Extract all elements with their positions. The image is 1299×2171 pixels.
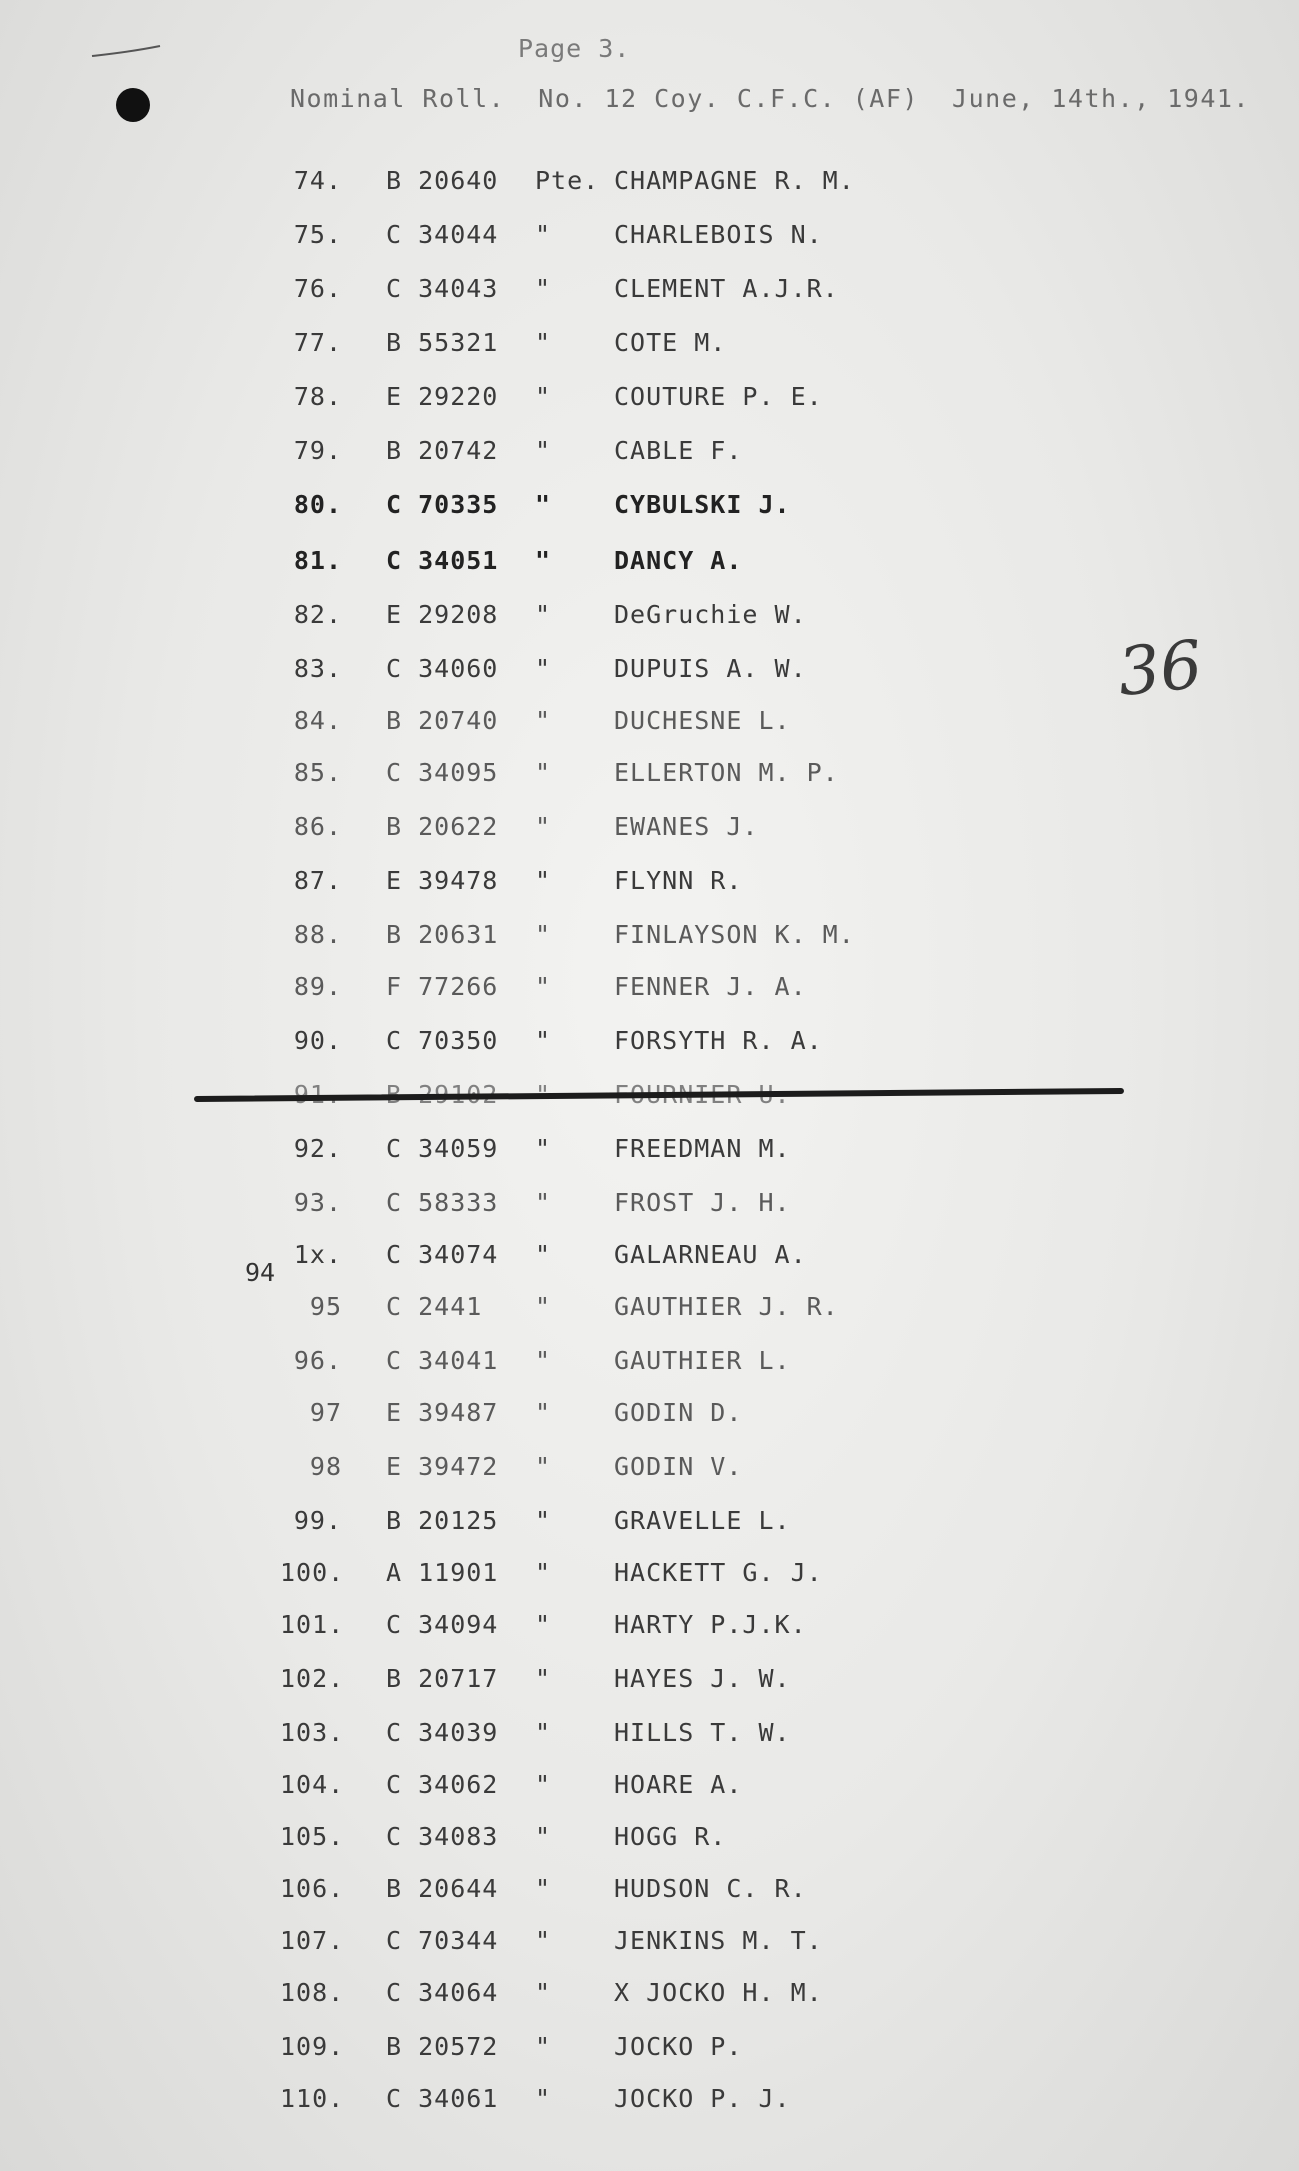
rank: " xyxy=(535,1822,552,1851)
soldier-name: JOCKO P. xyxy=(614,2032,743,2061)
soldier-name: FLYNN R. xyxy=(614,866,743,895)
roll-number: 74. xyxy=(293,166,342,195)
soldier-name: CABLE F. xyxy=(614,436,743,465)
rank: " xyxy=(535,274,552,303)
roll-row xyxy=(0,1718,1299,1772)
roll-row xyxy=(0,1926,1299,1980)
soldier-name: HOGG R. xyxy=(614,1822,727,1851)
rank: " xyxy=(535,1664,552,1693)
rank: " xyxy=(535,1874,552,1903)
roll-row xyxy=(0,1558,1299,1612)
soldier-name: ELLERTON M. P. xyxy=(614,758,839,787)
roll-number: 76. xyxy=(293,274,342,303)
regimental-number: B 20742 xyxy=(386,436,499,465)
roll-row xyxy=(0,1874,1299,1928)
rank: " xyxy=(535,1346,552,1375)
regimental-number: C 70335 xyxy=(386,490,499,519)
rank: " xyxy=(535,1718,552,1747)
soldier-name: X JOCKO H. M. xyxy=(614,1978,823,2007)
soldier-name: GALARNEAU A. xyxy=(614,1240,807,1269)
roll-number: 97 xyxy=(309,1398,342,1427)
roll-number: 99. xyxy=(293,1506,342,1535)
rank: " xyxy=(535,546,552,575)
roll-row xyxy=(0,812,1299,866)
roll-row xyxy=(0,758,1299,812)
roll-number: 106. xyxy=(280,1874,345,1903)
roll-row xyxy=(0,546,1299,600)
roll-number: 93. xyxy=(293,1188,342,1217)
rank: " xyxy=(535,382,552,411)
roll-number: 105. xyxy=(280,1822,345,1851)
regimental-number: C 34044 xyxy=(386,220,499,249)
regimental-number: E 39478 xyxy=(386,866,499,895)
rank: Pte. xyxy=(535,166,600,195)
roll-number: 83. xyxy=(293,654,342,683)
roll-number: 109. xyxy=(280,2032,345,2061)
soldier-name: GAUTHIER L. xyxy=(614,1346,791,1375)
regimental-number: C 58333 xyxy=(386,1188,499,1217)
pen-mark xyxy=(90,44,162,60)
roll-row xyxy=(0,1026,1299,1080)
roll-number: 101. xyxy=(280,1610,345,1639)
regimental-number: B 20740 xyxy=(386,706,499,735)
roll-number: 84. xyxy=(293,706,342,735)
roll-row xyxy=(0,600,1299,654)
roll-row xyxy=(0,328,1299,382)
rank: " xyxy=(535,972,552,1001)
rank: " xyxy=(535,1398,552,1427)
roll-number: 96. xyxy=(293,1346,342,1375)
regimental-number: C 34051 xyxy=(386,546,499,575)
regimental-number: E 29208 xyxy=(386,600,499,629)
soldier-name: FREEDMAN M. xyxy=(614,1134,791,1163)
regimental-number: C 34041 xyxy=(386,1346,499,1375)
soldier-name: HAYES J. W. xyxy=(614,1664,791,1693)
soldier-name: GODIN D. xyxy=(614,1398,743,1427)
rank: " xyxy=(535,1770,552,1799)
roll-row xyxy=(0,2032,1299,2086)
roll-number: 108. xyxy=(280,1978,345,2007)
roll-row xyxy=(0,1398,1299,1452)
roll-number: 110. xyxy=(280,2084,345,2113)
soldier-name: FENNER J. A. xyxy=(614,972,807,1001)
roll-number: 104. xyxy=(280,1770,345,1799)
soldier-name: DUCHESNE L. xyxy=(614,706,791,735)
soldier-name: COUTURE P. E. xyxy=(614,382,823,411)
regimental-number: C 34060 xyxy=(386,654,499,683)
roll-row xyxy=(0,1240,1299,1294)
regimental-number: C 34043 xyxy=(386,274,499,303)
soldier-name: HOARE A. xyxy=(614,1770,743,1799)
soldier-name: HARTY P.J.K. xyxy=(614,1610,807,1639)
soldier-name: HACKETT G. J. xyxy=(614,1558,823,1587)
regimental-number: C 34074 xyxy=(386,1240,499,1269)
rank: " xyxy=(535,1188,552,1217)
soldier-name: EWANES J. xyxy=(614,812,759,841)
soldier-name: JOCKO P. J. xyxy=(614,2084,791,2113)
regimental-number: C 34064 xyxy=(386,1978,499,2007)
rank: " xyxy=(535,812,552,841)
page-label: Page 3. xyxy=(518,34,631,63)
rank: " xyxy=(535,436,552,465)
rank: " xyxy=(535,328,552,357)
roll-number: 95 xyxy=(309,1292,342,1321)
roll-row xyxy=(0,866,1299,920)
regimental-number: C 34059 xyxy=(386,1134,499,1163)
roll-number: 98 xyxy=(309,1452,342,1481)
regimental-number: B 20644 xyxy=(386,1874,499,1903)
regimental-number: F 77266 xyxy=(386,972,499,1001)
regimental-number: C 70344 xyxy=(386,1926,499,1955)
soldier-name: DANCY A. xyxy=(614,546,743,575)
roll-number: 78. xyxy=(293,382,342,411)
regimental-number: C 2441 xyxy=(386,1292,483,1321)
regimental-number: B 20125 xyxy=(386,1506,499,1535)
roll-number: 86. xyxy=(293,812,342,841)
soldier-name: GRAVELLE L. xyxy=(614,1506,791,1535)
rank: " xyxy=(535,1240,552,1269)
roll-row xyxy=(0,1822,1299,1876)
roll-row xyxy=(0,1346,1299,1400)
regimental-number: E 39487 xyxy=(386,1398,499,1427)
roll-row xyxy=(0,220,1299,274)
roll-number: 87. xyxy=(293,866,342,895)
regimental-number: C 34039 xyxy=(386,1718,499,1747)
soldier-name: HILLS T. W. xyxy=(614,1718,791,1747)
roll-row xyxy=(0,1452,1299,1506)
soldier-name: HUDSON C. R. xyxy=(614,1874,807,1903)
roll-number: 88. xyxy=(293,920,342,949)
roll-row xyxy=(0,436,1299,490)
roll-row xyxy=(0,490,1299,544)
rank: " xyxy=(535,1926,552,1955)
roll-number: 90. xyxy=(293,1026,342,1055)
soldier-name: CHAMPAGNE R. M. xyxy=(614,166,855,195)
rank: " xyxy=(535,1292,552,1321)
soldier-name: FROST J. H. xyxy=(614,1188,791,1217)
roll-row xyxy=(0,2084,1299,2138)
rank: " xyxy=(535,1978,552,2007)
hole-punch xyxy=(116,88,150,122)
roll-row xyxy=(0,706,1299,760)
roll-row xyxy=(0,1506,1299,1560)
soldier-name: CYBULSKI J. xyxy=(614,490,791,519)
soldier-name: FINLAYSON K. M. xyxy=(614,920,855,949)
rank: " xyxy=(535,1452,552,1481)
roll-row xyxy=(0,1292,1299,1346)
roll-row xyxy=(0,1664,1299,1718)
rank: " xyxy=(535,600,552,629)
roll-number: 107. xyxy=(280,1926,345,1955)
rank: " xyxy=(535,1026,552,1055)
regimental-number: A 11901 xyxy=(386,1558,499,1587)
regimental-number: B 20717 xyxy=(386,1664,499,1693)
roll-number: 1x. xyxy=(293,1240,342,1269)
margin-correction: 94 xyxy=(245,1258,276,1287)
roll-number: 102. xyxy=(280,1664,345,1693)
regimental-number: C 34062 xyxy=(386,1770,499,1799)
roll-row xyxy=(0,1188,1299,1242)
regimental-number: B 20631 xyxy=(386,920,499,949)
soldier-name: FORSYTH R. A. xyxy=(614,1026,823,1055)
regimental-number: B 20622 xyxy=(386,812,499,841)
rank: " xyxy=(535,1134,552,1163)
rank: " xyxy=(535,1610,552,1639)
soldier-name: GAUTHIER J. R. xyxy=(614,1292,839,1321)
soldier-name: GODIN V. xyxy=(614,1452,743,1481)
roll-row xyxy=(0,972,1299,1026)
rank: " xyxy=(535,2084,552,2113)
roll-row xyxy=(0,654,1299,708)
roll-number: 75. xyxy=(293,220,342,249)
roll-number: 92. xyxy=(293,1134,342,1163)
roll-number: 82. xyxy=(293,600,342,629)
regimental-number: C 34061 xyxy=(386,2084,499,2113)
regimental-number: C 34094 xyxy=(386,1610,499,1639)
regimental-number: B 20572 xyxy=(386,2032,499,2061)
roll-title: Nominal Roll. No. 12 Coy. C.F.C. (AF) June, 14th., 1941. xyxy=(290,84,1250,113)
regimental-number: E 29220 xyxy=(386,382,499,411)
soldier-name: CHARLEBOIS N. xyxy=(614,220,823,249)
roll-row xyxy=(0,1610,1299,1664)
handwritten-page-number: 36 xyxy=(1114,625,1206,712)
roll-number: 79. xyxy=(293,436,342,465)
regimental-number: E 39472 xyxy=(386,1452,499,1481)
soldier-name: JENKINS M. T. xyxy=(614,1926,823,1955)
roll-number: 80. xyxy=(293,490,342,519)
roll-row xyxy=(0,274,1299,328)
rank: " xyxy=(535,920,552,949)
roll-number: 103. xyxy=(280,1718,345,1747)
rank: " xyxy=(535,2032,552,2061)
regimental-number: C 34083 xyxy=(386,1822,499,1851)
rank: " xyxy=(535,1506,552,1535)
roll-number: 89. xyxy=(293,972,342,1001)
roll-number: 81. xyxy=(293,546,342,575)
roll-number: 85. xyxy=(293,758,342,787)
regimental-number: B 20640 xyxy=(386,166,499,195)
roll-row xyxy=(0,920,1299,974)
rank: " xyxy=(535,758,552,787)
roll-number: 100. xyxy=(280,1558,345,1587)
regimental-number: C 34095 xyxy=(386,758,499,787)
rank: " xyxy=(535,866,552,895)
roll-row xyxy=(0,1978,1299,2032)
rank: " xyxy=(535,1558,552,1587)
roll-number: 77. xyxy=(293,328,342,357)
rank: " xyxy=(535,220,552,249)
soldier-name: DeGruchie W. xyxy=(614,600,807,629)
regimental-number: C 70350 xyxy=(386,1026,499,1055)
roll-row xyxy=(0,1770,1299,1824)
soldier-name: DUPUIS A. W. xyxy=(614,654,807,683)
roll-row xyxy=(0,1134,1299,1188)
roll-row xyxy=(0,166,1299,220)
soldier-name: COTE M. xyxy=(614,328,727,357)
regimental-number: B 55321 xyxy=(386,328,499,357)
rank: " xyxy=(535,706,552,735)
roll-row xyxy=(0,382,1299,436)
rank: " xyxy=(535,654,552,683)
soldier-name: CLEMENT A.J.R. xyxy=(614,274,839,303)
rank: " xyxy=(535,490,552,519)
